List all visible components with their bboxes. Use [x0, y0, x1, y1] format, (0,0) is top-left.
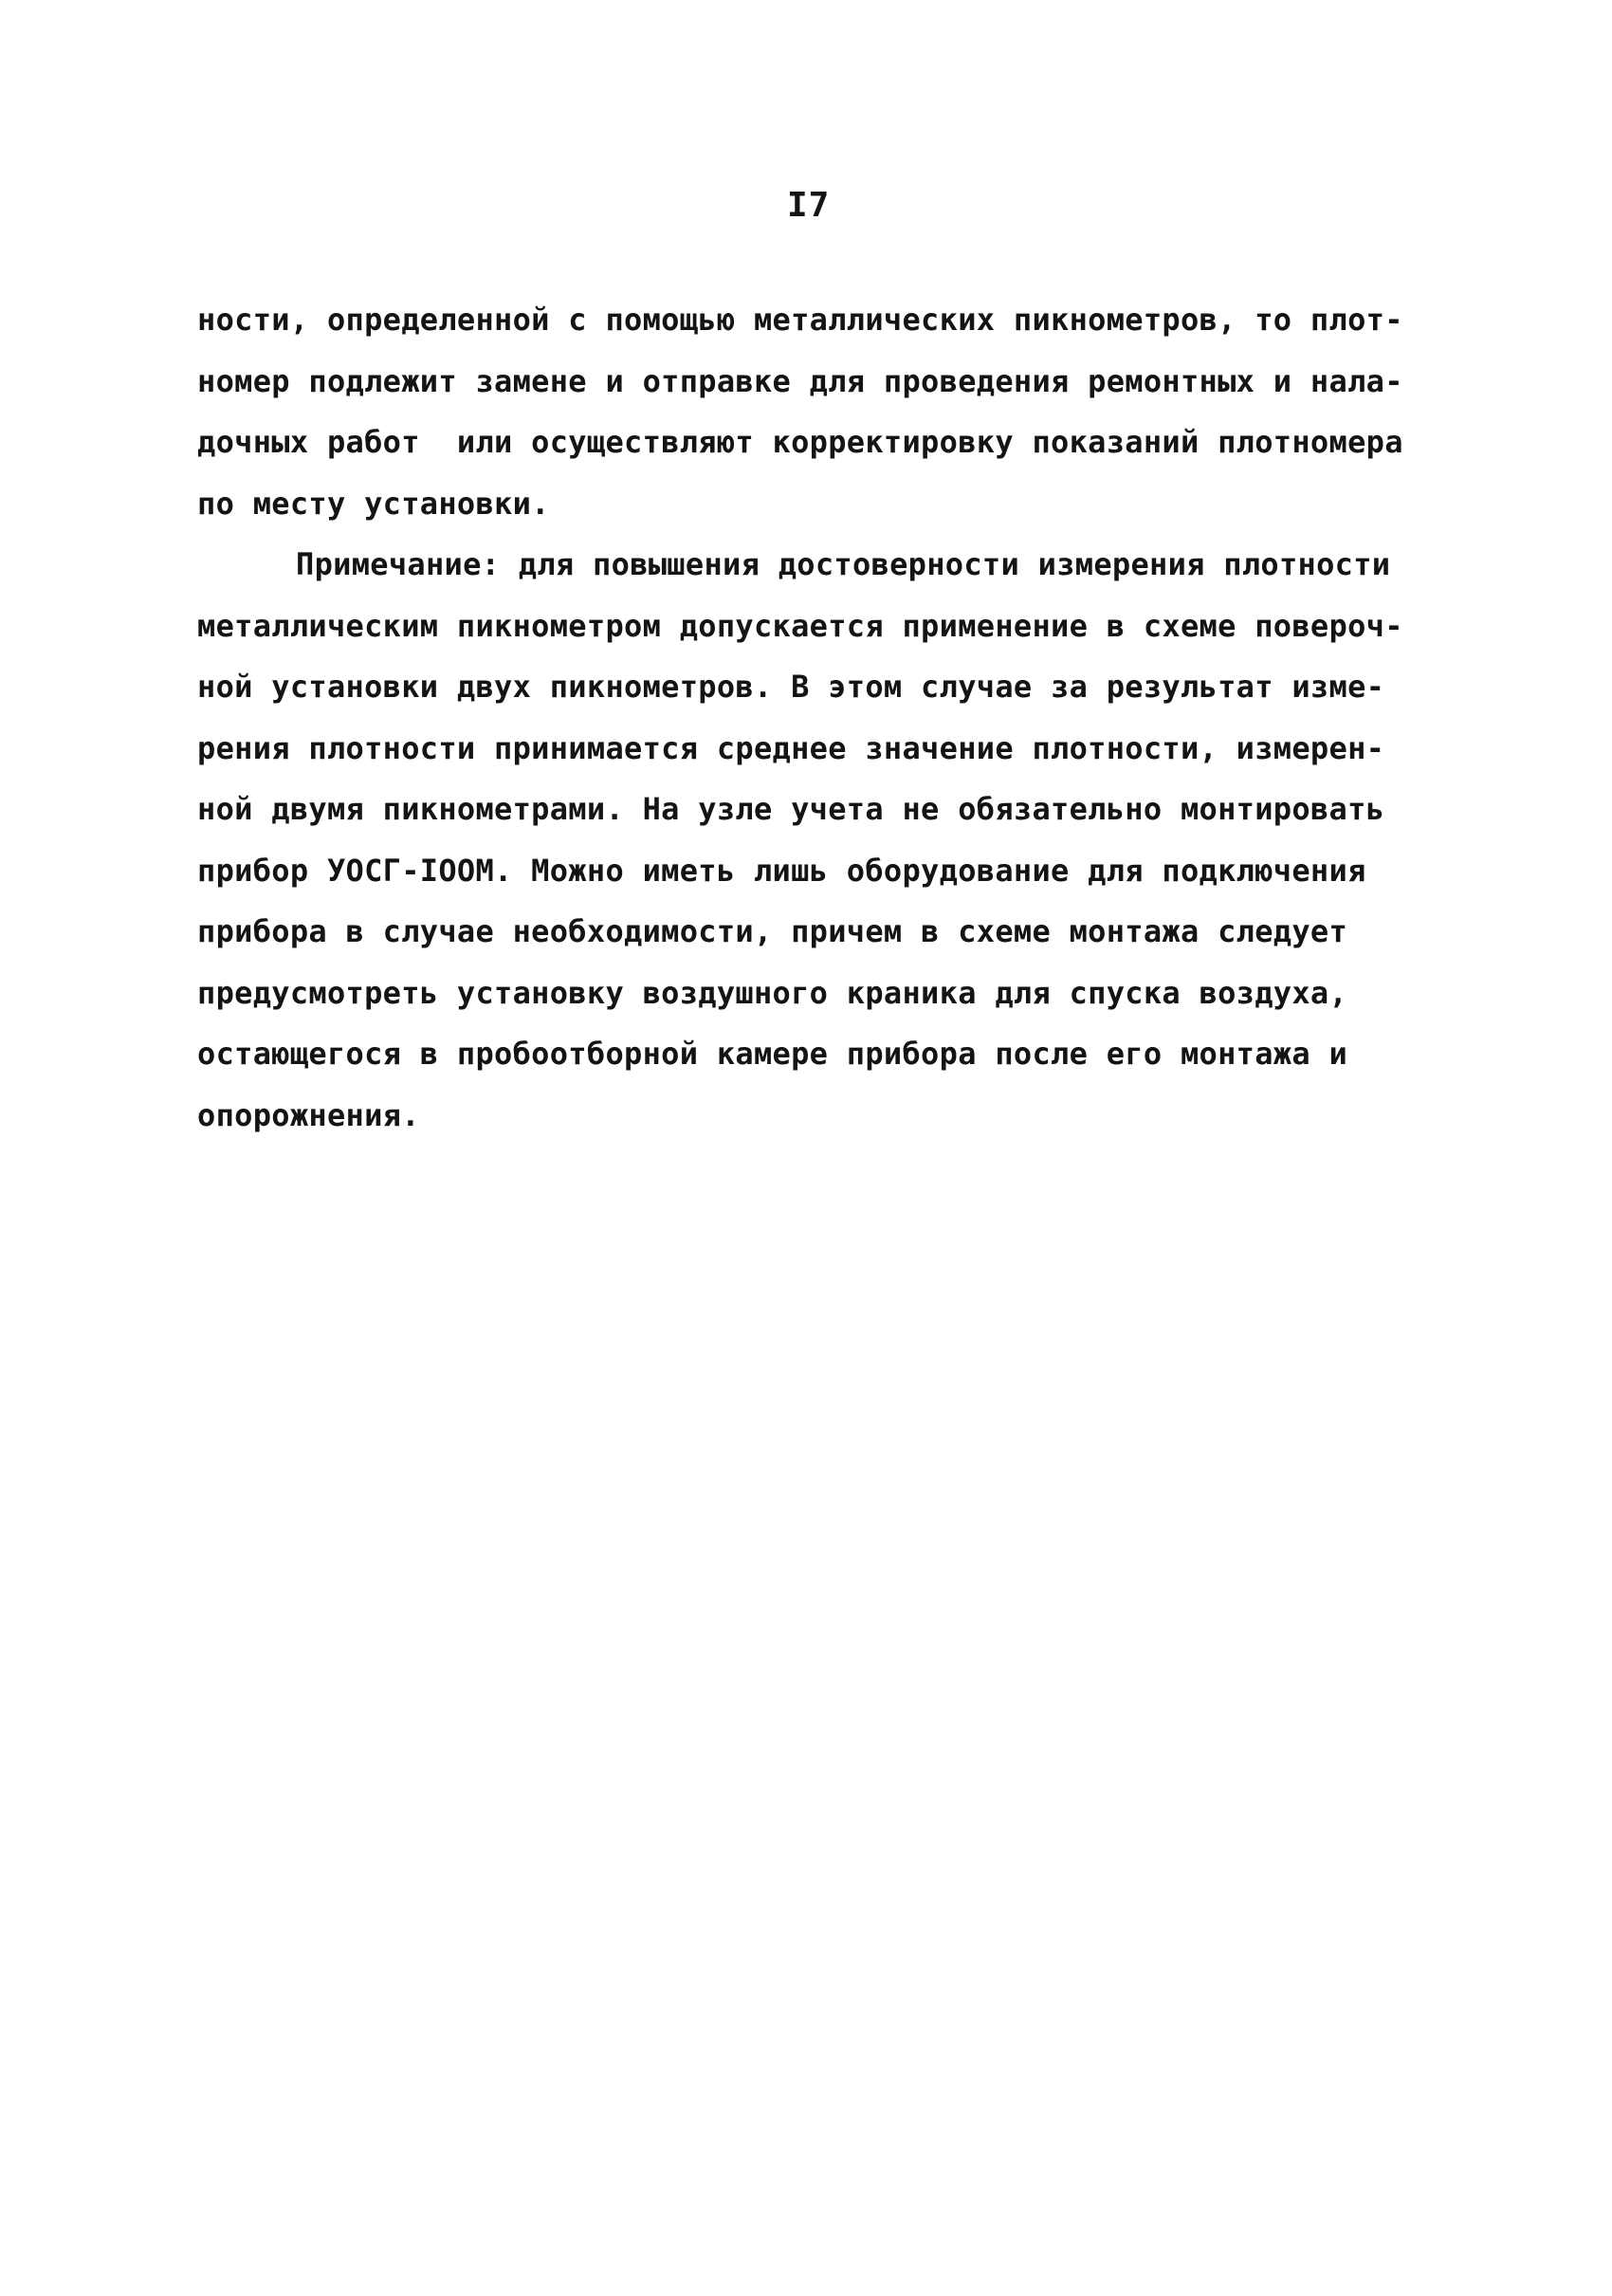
text-line: ности, определенной с помощью металлических пикнометров, то плот-	[197, 302, 1403, 338]
text-line: рения плотности принимается среднее значение плотности, измерен-	[197, 729, 1385, 766]
page-number: I7	[787, 186, 831, 225]
text-line: предусмотреть установку воздушного краника для спуска воздуха,	[197, 974, 1348, 1011]
paragraph-1	[197, 289, 1458, 534]
text-line: остающегося в пробоотборной камере прибора после его монтажа и	[197, 1036, 1348, 1072]
text-line: ной двумя пикнометрами. На узле учета не обязательно монтировать	[197, 791, 1385, 827]
paragraph-note	[197, 534, 1458, 1146]
text-line: прибора в случае необходимости, причем в схеме монтажа следует	[197, 913, 1348, 949]
text-line: прибор УОСГ-IOOМ. Можно иметь лишь оборудование для подключения	[197, 852, 1366, 889]
body-text	[197, 289, 1458, 1146]
text-line: опорожнения.	[197, 1096, 420, 1133]
text-line: номер подлежит замене и отправке для проведения ремонтных и нала-	[197, 362, 1403, 399]
text-line: по месту установки.	[197, 485, 550, 522]
text-line: Примечание: для повышения достоверности измерения плотности	[296, 546, 1391, 582]
text-line: металлическим пикнометром допускается применение в схеме повероч-	[197, 607, 1403, 644]
text-line: ной установки двух пикнометров. В этом случае за результат изме-	[197, 669, 1385, 705]
text-line: дочных работ или осуществляют корректировку показаний плотномера	[197, 424, 1403, 460]
